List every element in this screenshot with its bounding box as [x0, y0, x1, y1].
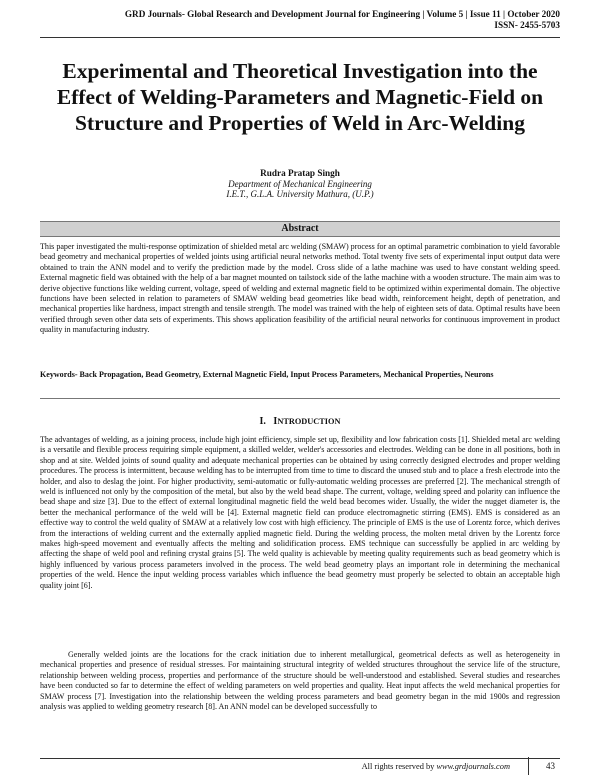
issn: ISSN- 2455-5703 — [494, 20, 560, 30]
author-institution: I.E.T., G.L.A. University Mathura, (U.P.) — [226, 189, 374, 199]
author-block — [0, 168, 600, 200]
journal-header — [125, 9, 560, 31]
header-rule — [40, 37, 560, 38]
author-department: Department of Mechanical Engineering — [228, 178, 372, 189]
page-number: 43 — [546, 761, 555, 771]
body-paragraph: The advantages of welding, as a joining process, include high joint efficiency, simple set up, flexibility and low fabrication costs [1]. Shielded metal arc welding is a versatile and flexible process requiring simple equipment, a skilled welder, welder's accessories and electrodes. Welding can be done in all positions, both in shop and at site. Welded joints of sound quality and adequate mechanical properties can be obtained by using correctly designed electrodes and proper welding procedures. The process is intermittent, because welding has to be interrupted from time to time to discard the unused stub and to place a fresh electrode into the holder, and also to deslag the joint. For higher productivity, semi-automatic or fully-automatic welding processes are preferred [2]. The mechanical strength of weld is influenced not only by the composition of the metal, but also by the weld bead shape. The current, voltage, welding speed and polarity can influence the bead shape and size [3]. Due to the effect of external longitudinal magnetic field the weld bead becomes wider. Usually, the wider the nugget diameter is, the better the mechanical performance of the weld will be [4]. External magnetic field can produce electromagnetic stirring (EMS). EMS is considered as an effective way to control the weld quality of SMAW at a relatively low cost with high efficiency. The principle of EMS is the use of Lorentz force, which derives from the interactions of welding current and the externally applied magnetic field. During the welding process, the molten metal driven by the Lorentz force makes high-speed movement and eventually affects the melting and solidification process. EMS technique can successfully be applied in arc welding by affecting the shape of weld pool and refining crystal grains [5]. The weld quality is achievable by meeting quality requirements such as bead geometry which is highly influenced by various process parameters involved in the process. The weld bead geometry plays an important role in determining the mechanical properties of the weld. Hence the input welding process variables which influence the bead geometry must properly be selected to obtain an acceptable high quality joint [6]. — [40, 435, 560, 590]
footer-url[interactable]: www.grdjournals.com — [436, 762, 510, 771]
abstract-text: This paper investigated the multi-response optimization of shielded metal arc welding (SMAW) process for an optimal parametric combination to yield favorable bead geometry and mechanical properties of welded joints using artificial neural networks method. Total twenty five sets of experimental input output data were obtained to train the ANN model and to verify the prediction made by the model. Cross slide of a lathe machine was used to have constant welding speed. External magnetic field was obtained with the help of a bar magnet mounted on tailstock side of the lathe machine with a wooden structure. The main aim was to derive objective functions like welding current, voltage, speed of welding and external magnetic field to be optimized within experimental domain. The objective functions have been selected in relation to parameters of SMAW welding bead geometries like bead width, reinforcement height, depth of penetration, and mechanical properties like hardness, impact strength and tensile strength. The model was trained with the help of eighteen sets of data. Optimal results have been verified through seven other data sets of experiments. This shows application feasibility of the artificial neural networks for continuous improvement in product quality in manufacturing industry. — [40, 242, 560, 335]
footer-text — [362, 761, 510, 772]
footer-rights: All rights reserved by — [361, 762, 437, 771]
section-title-initial: I — [273, 416, 278, 427]
abstract-heading: Abstract — [40, 221, 560, 237]
section-title-rest: NTRODUCTION — [277, 417, 341, 426]
body-paragraph: Generally welded joints are the locations for the crack initiation due to inherent metallurgical, geometrical defects as well as heterogeneity in mechanical properties and presence of residual stresses. For maintaining structural integrity of welded structures throughout the service life of the structure, relationship between welding process, properties and performance of the structure should be well-understood and established. Several studies and researches have been conducted so far to determine the effect of welding parameters on weld properties and quality. Heat input affects the weld mechanical properties for SMAW process [7]. Investigation into the relationship between the welding process parameters and bead geometry began in the mid 1900s and regression analysis was applied to welding geometry research [8]. An ANN model can be developed successfully to — [40, 650, 560, 712]
page-number-divider — [528, 757, 529, 775]
journal-line: GRD Journals- Global Research and Development Journal for Engineering | Volume 5 | Issue 11 | October 2020 — [124, 9, 560, 19]
section-heading — [0, 416, 600, 428]
abstract-separator — [40, 398, 560, 399]
paper-title: Experimental and Theoretical Investigation into the Effect of Welding-Parameters and Magnetic-Field on Structure and Properties of Weld in Arc-Welding — [56, 59, 544, 135]
keywords: Keywords- Back Propagation, Bead Geometry, External Magnetic Field, Input Process Parameters, Mechanical Properties, Neurons — [40, 370, 494, 379]
author-name: Rudra Pratap Singh — [260, 168, 340, 178]
section-number: I. — [259, 416, 266, 427]
footer-rule — [40, 758, 560, 759]
